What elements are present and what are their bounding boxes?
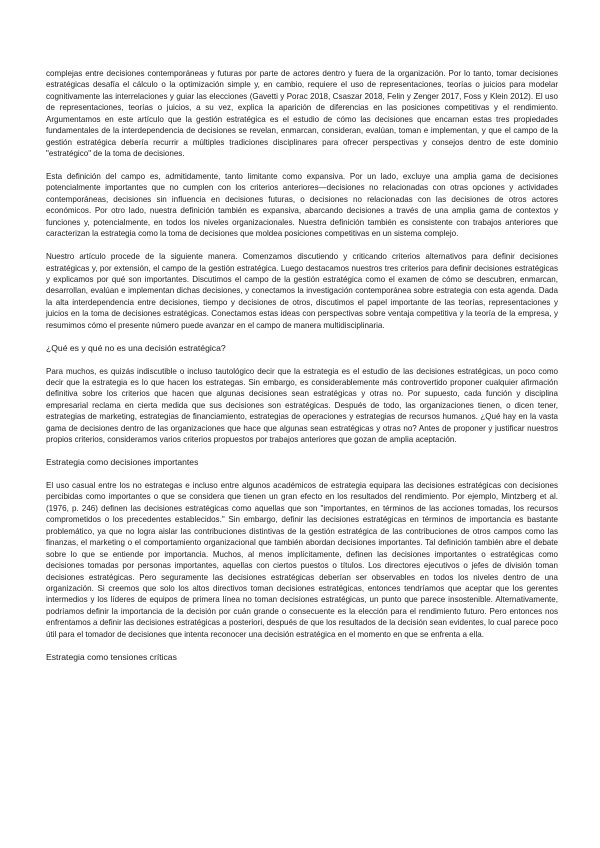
important-decisions-paragraph: El uso casual entre los no estrategas e incluso entre algunos académicos de estrategia equipara las decisiones estratégicas con decisiones percibidas como importantes o que se considera que tienen un gran efecto en los resultados del rendimiento. Por ejemplo, Mintzberg et al. (1976, p. 246) definen las decisiones estratégicas como aquellas que son "importantes, en términos de las acciones tomadas, los recursos comprometidos o los precedentes establecidos." Sin embargo, definir las decisiones estratégicas en términos de importancia es bastante problemático, ya que no logra aislar las contribuciones distintivas de la gestión estratégica de las contribuciones de otros campos como las finanzas, el marketing o el comportamiento organizacional que también abordan decisiones importantes. Tal definición también abre el debate sobre lo que se entiende por importancia. Muchos, al menos implícitamente, definen las decisiones importantes o estratégicas como decisiones tomadas por personas importantes, aquellas con ciertos puestos o títulos. Los directores ejecutivos o jefes de división toman decisiones estratégicas. Pero seguramente las decisiones estratégicas deberían ser observables en todos los niveles dentro de una organización. Si creemos que solo los altos directivos toman decisiones estratégicas, entonces tendríamos que aceptar que los gerentes intermedios y los líderes de equipos de primera línea no toman decisiones estratégicas, un punto que parece insostenible. Alternativamente, podríamos definir la importancia de la decisión por cuán grande o consecuente es la elección para el rendimiento futuro. Pero entonces nos enfrentamos a definir las decisiones estratégicas a posteriori, después de que los resultados de la decisión sean evidentes, lo cual parece poco útil para el tomador de decisiones que intenta reconocer una decisión estratégica en el momento en que se enfrenta a ella. [46,480,558,639]
strategic-decision-paragraph: Para muchos, es quizás indiscutible o incluso tautológico decir que la estrategia es el estudio de las decisiones estratégicas, un poco como decir que la estrategia es lo que hacen los estrategas. Sin embargo, es considerablemente más controvertido proponer cualquier afirmación definitiva sobre los criterios que hacen que algunas decisiones sean estratégicas y otras no. Por supuesto, cada función y disciplina empresarial reclama en cierta medida que sus decisiones son estratégicas. Después de todo, las organizaciones tienen, o dicen tener, estrategias de marketing, estrategias de financiamiento, estrategias de operaciones y estrategias de recursos humanos. ¿Qué hay en la vasta gama de decisiones dentro de las organizaciones que hace que algunas sean estratégicas y otras no? Antes de proponer y justificar nuestros propios criterios, consideramos varios criterios propuestos por trabajos anteriores que gozan de amplia aceptación. [46,366,558,445]
section-heading-critical-tensions: Estrategia como tensiones críticas [46,651,177,662]
intro-paragraph-continued: complejas entre decisiones contemporáneas y futuras por parte de actores dentro y fuera de la organización. Por lo tanto, tomar decisiones estratégicas desafía el cálculo o la optimización simple y, en cambio, requiere el uso de representaciones, teorías o juicios para modelar cognitivamente las interrelaciones y guiar las elecciones (Gavetti y Porac 2018, Csaszar 2018, Felin y Zenger 2017, Foss y Klein 2012). El uso de representaciones, teorías o juicios, a su vez, explica la aparición de diferencias en las posiciones competitivas y el rendimiento. Argumentamos en este artículo que la gestión estratégica es el estudio de cómo las decisiones que encarnan estas tres propiedades fundamentales de la interdependencia de decisiones se revelan, enmarcan, consideran, evalúan, toman e implementan, y que el campo de la gestión estratégica debería recurrir a múltiples tradiciones disciplinares para ofrecer perspectivas y consejos dentro de este dominio "estratégico" de la toma de decisiones. [46,69,558,159]
document-page [46,68,558,675]
article-outline-paragraph: Nuestro artículo procede de la siguiente manera. Comenzamos discutiendo y criticando criterios alternativos para definir decisiones estratégicas y, por extensión, el campo de la gestión estratégica. Luego destacamos nuestros tres criterios para definir decisiones estratégicas y explicamos por qué son importantes. Discutimos el campo de la gestión estratégica como el examen de cómo se descubren, enmarcan, desarrollan, evalúan e implementan dichas decisiones, y conectamos la investigación contemporánea sobre estrategia con esta agenda. Dada la alta interdependencia entre decisiones, tiempo y decisiones de otros, discutimos el papel importante de las teorías, representaciones y juicios en la toma de decisiones estratégicas. Conectamos estas ideas con perspectivas sobre ventaja competitiva y la teoría de la empresa, y resumimos cómo el presente número puede avanzar en el campo de manera multidisciplinaria. [46,252,558,330]
section-heading-strategic-decision: ¿Qué es y qué no es una decisión estratégica? [46,342,226,353]
section-heading-important-decisions: Estrategia como decisiones importantes [46,457,199,468]
field-definition-paragraph: Esta definición del campo es, admitidamente, tanto limitante como expansiva. Por un lado, excluye una amplia gama de decisiones potencialmente importantes que no cumplen con los criterios anteriores—decisiones no relacionadas con otras opciones y actividades contemporáneas, decisiones sin influencia en decisiones futuras, o decisiones no relacionadas con las decisiones de otros actores económicos. Por otro lado, nuestra definición también es expansiva, abarcando decisiones a través de una amplia gama de contextos y funciones y, potencialmente, en todos los niveles organizacionales. Nuestra definición también es consistente con trabajos anteriores que caracterizan la estrategia como la toma de decisiones que moldea posiciones competitivas en un sistema complejo. [46,172,558,239]
